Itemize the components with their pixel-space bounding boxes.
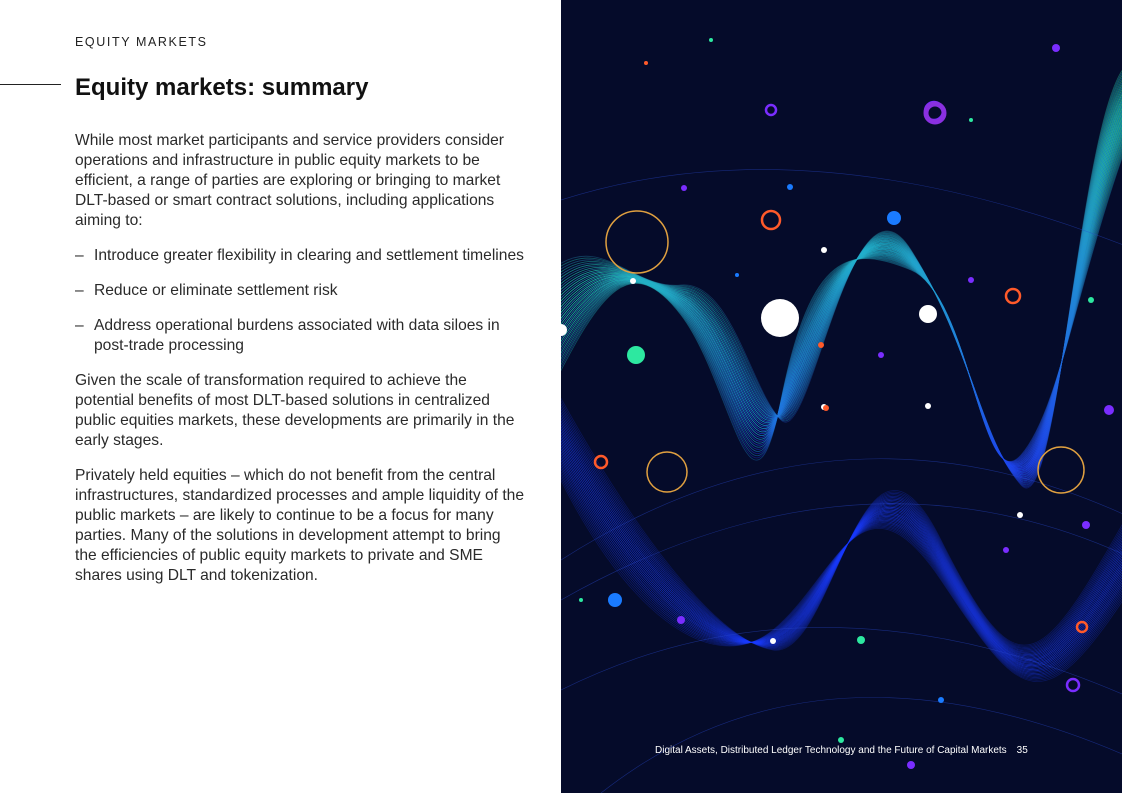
particle-dot <box>627 346 645 364</box>
wave-line <box>561 380 1122 650</box>
particle-dot <box>630 278 636 284</box>
particle-dot <box>838 737 844 743</box>
particle-dot <box>1003 547 1009 553</box>
particle-dot <box>709 38 713 42</box>
ring <box>595 456 607 468</box>
particle-dot <box>1104 405 1114 415</box>
paragraph-private-equities: Privately held equities – which do not benefit from the central infrastructures, standardized processes and ample liquidity of the public markets – are likely to continue to be a focus for many parties. Many of the solutions in development attempt to bring the efficiencies of public equity markets to private and SME shares using DLT and tokenization. <box>75 467 524 584</box>
ring <box>1038 447 1084 493</box>
wave-lines <box>561 60 1122 682</box>
particle-dot <box>925 403 931 409</box>
particle-dot <box>787 184 793 190</box>
particle-dot <box>857 636 865 644</box>
wave-line <box>561 386 1122 649</box>
ring <box>766 105 776 115</box>
list-item <box>75 246 525 266</box>
particle-dot <box>821 247 827 253</box>
particle-dot <box>1017 512 1023 518</box>
list-item <box>75 281 525 301</box>
ring <box>606 211 668 273</box>
section-label: EQUITY MARKETS <box>75 35 208 49</box>
particle-dot <box>938 697 944 703</box>
particle-dot <box>919 305 937 323</box>
particle-dot <box>681 185 687 191</box>
body-text <box>75 131 525 601</box>
page-number: 35 <box>1016 745 1028 756</box>
particle-dot <box>677 616 685 624</box>
bullet-text: Address operational burdens associated with data siloes in post-trade processing <box>94 317 500 354</box>
bullet-text: Reduce or eliminate settlement risk <box>94 282 338 299</box>
list-item <box>75 316 525 356</box>
particle-dot <box>887 211 901 225</box>
heading-rule <box>0 84 61 85</box>
wave-line <box>561 383 1122 650</box>
bullet-list <box>75 246 525 356</box>
page-title: Equity markets: summary <box>75 74 369 101</box>
particle-dot <box>968 277 974 283</box>
particle-dot <box>1088 297 1094 303</box>
publication-title: Digital Assets, Distributed Ledger Technology and the Future of Capital Markets <box>655 745 1007 756</box>
bullet-text: Introduce greater flexibility in clearing and settlement timelines <box>94 247 524 264</box>
ring <box>647 452 687 492</box>
bullet-dash: – <box>75 247 84 264</box>
particle-dot <box>878 352 884 358</box>
wave-line <box>561 446 1122 675</box>
intro-paragraph: While most market participants and service providers consider operations and infrastructure in public equity markets to be efficient, a range of parties are exploring or bringing to market DLT-based or smart contract solutions, including applications aiming to: <box>75 132 504 229</box>
wave-illustration <box>561 0 1122 793</box>
ring <box>762 211 780 229</box>
particle-dot <box>770 638 776 644</box>
footer-text <box>655 745 1028 756</box>
particle-dot <box>644 61 648 65</box>
particle-dot <box>579 598 583 602</box>
ring <box>1067 679 1079 691</box>
particle-dot <box>1082 521 1090 529</box>
ring <box>1006 289 1020 303</box>
wave-line <box>561 443 1122 673</box>
particle-dot <box>823 405 829 411</box>
particle-dot <box>761 299 799 337</box>
particle-dot <box>1052 44 1060 52</box>
particle-dot <box>818 342 824 348</box>
particle-dot <box>907 761 915 769</box>
particle-dot <box>608 593 622 607</box>
particle-dot <box>735 273 739 277</box>
bullet-dash: – <box>75 282 84 299</box>
bullet-dash: – <box>75 317 84 334</box>
abstract-wave-artwork <box>561 0 1122 793</box>
orbit-arc <box>561 170 1122 250</box>
particle-dot <box>969 118 973 122</box>
paragraph-scale: Given the scale of transformation required to achieve the potential benefits of most DLT-based solutions in centralized public equities markets, these developments are primarily in the early stages. <box>75 372 515 449</box>
